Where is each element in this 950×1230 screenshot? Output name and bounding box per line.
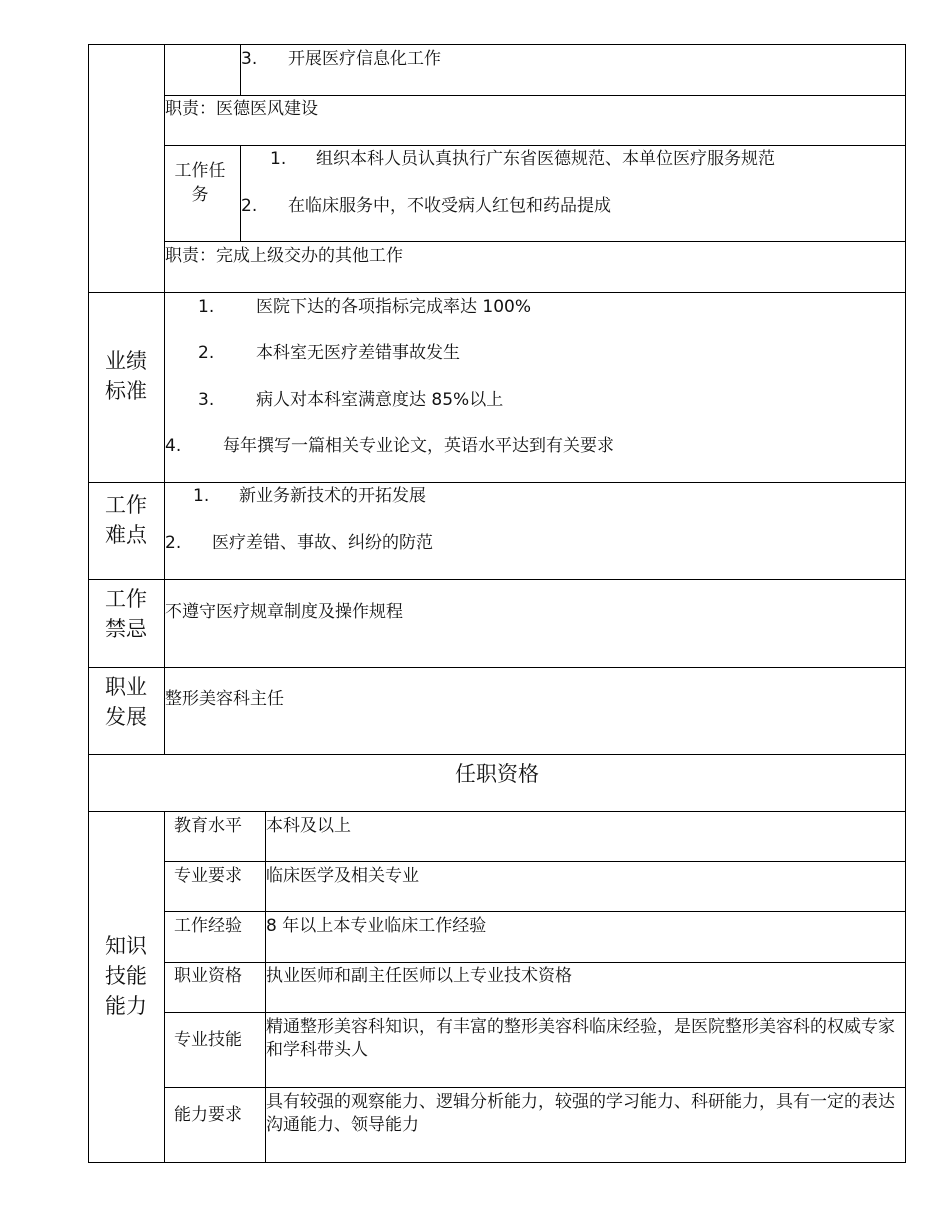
education-key: 教育水平	[174, 816, 242, 836]
major-value: 临床医学及相关专业	[266, 866, 419, 886]
difficulty-label: 工作 难点	[105, 493, 147, 547]
difficulty-2-number: 2.	[165, 533, 182, 553]
experience-value: 8 年以上本专业临床工作经验	[266, 916, 487, 936]
education-value: 本科及以上	[266, 816, 351, 836]
skills-key: 专业技能	[174, 1030, 242, 1050]
ability-value: 具有较强的观察能力、逻辑分析能力，较强的学习能力、科研能力，具有一定的表达沟通能力、领导能力	[266, 1092, 895, 1135]
career-text: 整形美容科主任	[165, 689, 284, 709]
major-key: 专业要求	[174, 866, 242, 886]
task-1-number: 1.	[270, 149, 287, 169]
task-1-text: 组织本科人员认真执行广东省医德规范、本单位医疗服务规范	[316, 149, 775, 169]
knowledge-label: 知识 技能 能力	[105, 934, 147, 1018]
task-2-number: 2.	[241, 196, 258, 216]
duty-medical-ethics: 职责：医德医风建设	[165, 99, 318, 119]
performance-1-number: 1.	[198, 297, 215, 317]
performance-2-text: 本科室无医疗差错事故发生	[256, 343, 460, 363]
performance-3-number: 3.	[198, 390, 215, 410]
experience-key: 工作经验	[174, 916, 242, 936]
ability-key: 能力要求	[174, 1105, 242, 1125]
taboo-text: 不遵守医疗规章制度及操作规程	[165, 602, 403, 622]
task-2-text: 在临床服务中，不收受病人红包和药品提成	[288, 196, 611, 216]
qualification-title: 任职资格	[455, 762, 539, 786]
skills-value: 精通整形美容科知识，有丰富的整形美容科临床经验，是医院整形美容科的权威专家和学科带头人	[266, 1017, 895, 1060]
certification-key: 职业资格	[174, 966, 242, 986]
performance-2-number: 2.	[198, 343, 215, 363]
performance-1-text: 医院下达的各项指标完成率达 100%	[256, 297, 532, 317]
difficulty-1-number: 1.	[193, 486, 210, 506]
task-item-3-number: 3.	[241, 49, 258, 69]
performance-4-number: 4.	[165, 436, 182, 456]
task-item-3-text: 开展医疗信息化工作	[288, 49, 441, 69]
difficulty-2-text: 医疗差错、事故、纠纷的防范	[212, 533, 433, 553]
task-label: 工作任务	[174, 161, 226, 205]
performance-3-text: 病人对本科室满意度达 85%以上	[256, 390, 504, 410]
difficulty-1-text: 新业务新技术的开拓发展	[239, 486, 426, 506]
career-label: 职业 发展	[105, 675, 147, 729]
performance-label: 业绩 标准	[105, 349, 147, 403]
taboo-label: 工作 禁忌	[105, 587, 147, 641]
performance-4-text: 每年撰写一篇相关专业论文，英语水平达到有关要求	[223, 436, 614, 456]
duty-other-work: 职责：完成上级交办的其他工作	[165, 246, 403, 266]
certification-value: 执业医师和副主任医师以上专业技术资格	[266, 966, 572, 986]
